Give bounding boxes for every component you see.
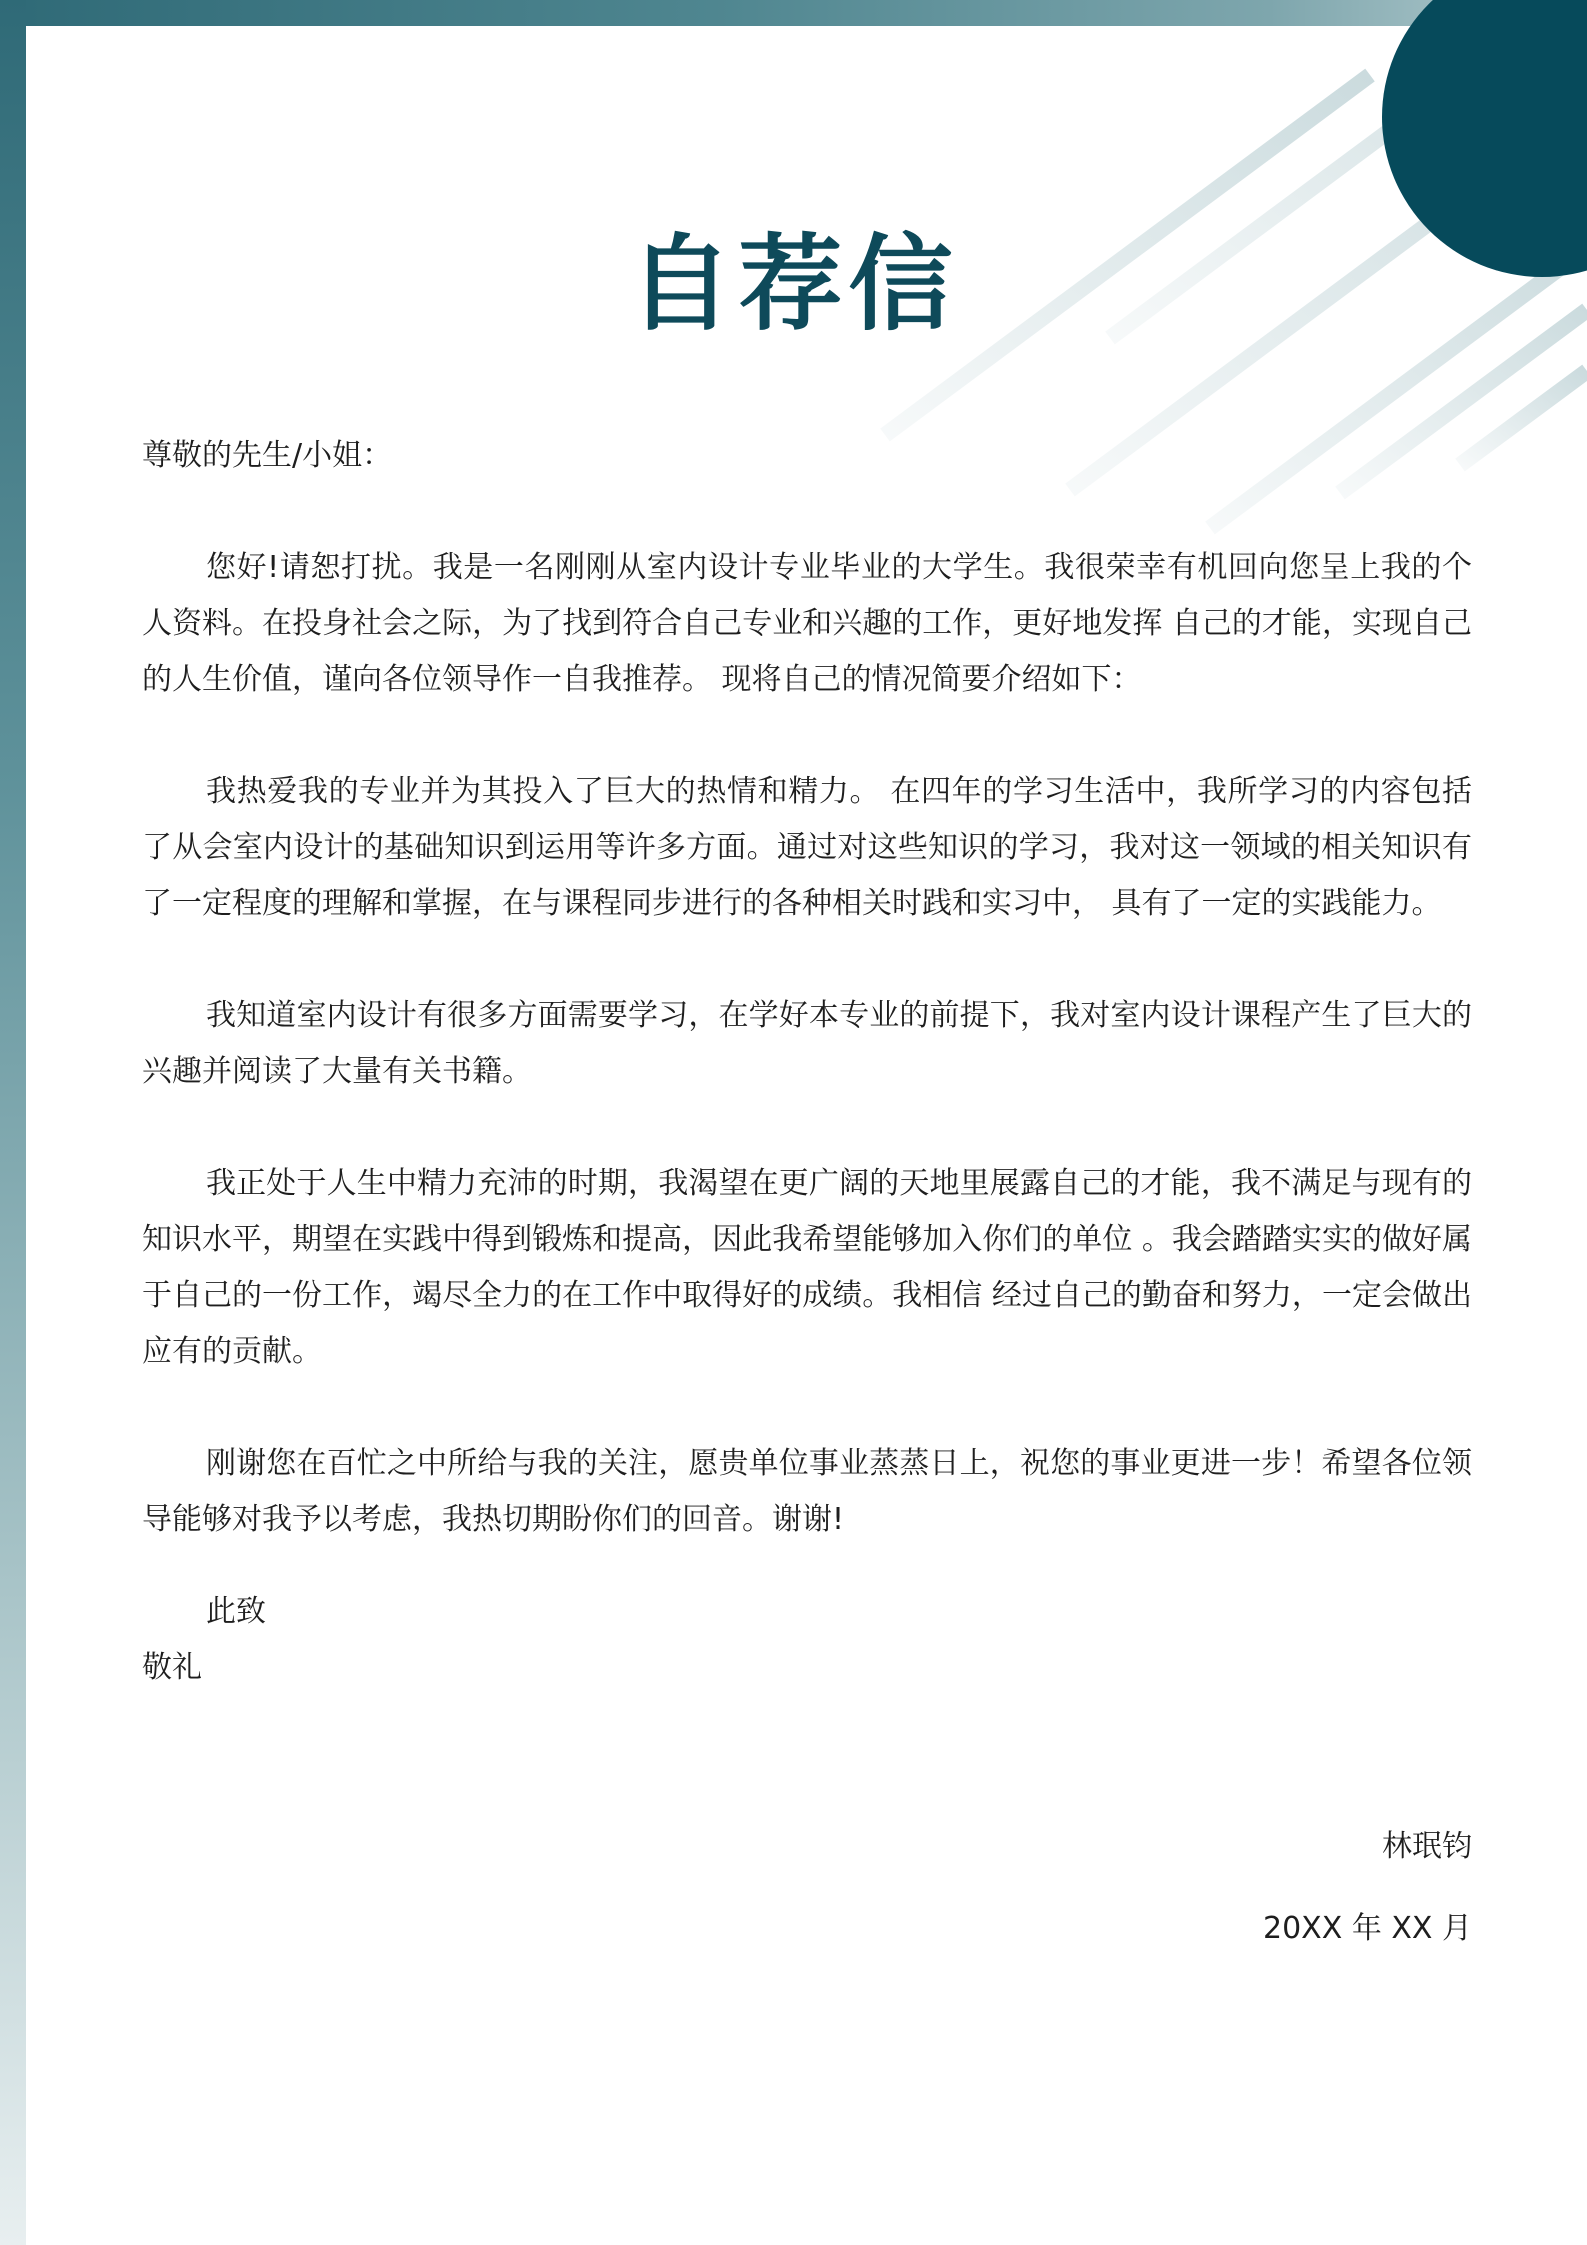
signature-block [1263, 1819, 1472, 1957]
regards: 敬礼 [142, 1650, 202, 1685]
paragraph-intro: 您好!请恕打扰。我是一名刚刚从室内设计专业毕业的大学生。我很荣幸有机回向您呈上我的个人资料。在投身社会之际，为了找到符合自己专业和兴趣的工作，更好地发挥 自己的才能，实现自己的人生价值，谨向各位领导作一自我推荐。 现将自己的情况简要介绍如下： [142, 550, 1472, 697]
paragraph-study: 我热爱我的专业并为其投入了巨大的热情和精力。 在四年的学习生活中，我所学习的内容包括了从会室内设计的基础知识到运用等许多方面。通过对这些知识的学习，我对这一领域的相关知识有了一定程度的理解和掌握，在与课程同步进行的各种相关时践和实习中， 具有了一定的实践能力。 [142, 774, 1472, 921]
salutation: 尊敬的先生/小姐： [142, 438, 393, 473]
closing: 此致 [206, 1594, 266, 1629]
paragraph-aspiration: 我正处于人生中精力充沛的时期，我渴望在更广阔的天地里展露自己的才能，我不满足与现有的知识水平，期望在实践中得到锻炼和提高，因此我希望能够加入你们的单位 。我会踏踏实实的做好属于自己的一份工作，竭尽全力的在工作中取得好的成绩。我相信 经过自己的勤奋和努力，一定会做出应有的贡献。 [142, 1166, 1472, 1369]
page-title: 自荐信 [628, 223, 959, 345]
signature-name: 林珉钧 [1382, 1829, 1472, 1864]
paragraph-thanks: 刚谢您在百忙之中所给与我的关注，愿贵单位事业蒸蒸日上，祝您的事业更进一步！希望各位领导能够对我予以考虑，我热切期盼你们的回音。谢谢! [142, 1446, 1472, 1537]
letter-body [142, 428, 1472, 1696]
signature-date: 20XX 年 XX 月 [1263, 1911, 1472, 1946]
paragraph-interest: 我知道室内设计有很多方面需要学习，在学好本专业的前提下，我对室内设计课程产生了巨大的兴趣并阅读了大量有关书籍。 [142, 998, 1472, 1089]
